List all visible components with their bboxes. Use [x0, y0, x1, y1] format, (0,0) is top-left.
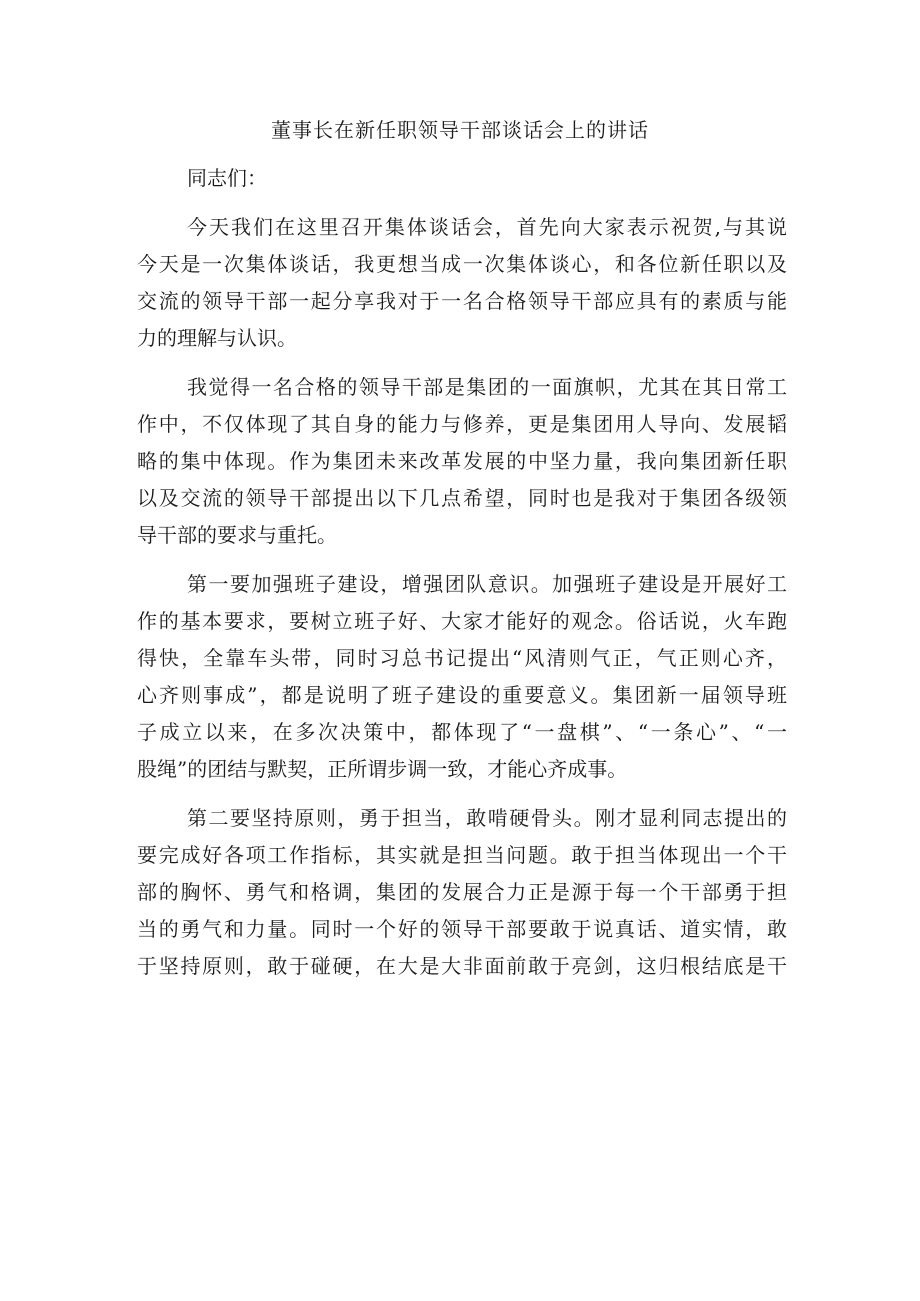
paragraph-line: 要完成好各项工作指标，其实就是担当问题。敢于担当体现出一个干: [137, 843, 787, 867]
paragraph-line: 当的勇气和力量。同时一个好的领导干部要敢于说真话、道实情，敢: [137, 917, 787, 941]
paragraph: [137, 209, 787, 357]
salutation: 同志们：: [187, 166, 267, 190]
paragraph-line: 子成立以来，在多次决策中，都体现了“一盘棋”、“一条心”、“一: [137, 720, 787, 744]
paragraph-line: 交流的领导干部一起分享我对于一名合格领导干部应具有的素质与能: [137, 289, 787, 313]
paragraph-line: 以及交流的领导干部提出以下几点希望，同时也是我对于集团各级领: [137, 486, 787, 510]
paragraph-line: 心齐则事成”，都是说明了班子建设的重要意义。集团新一届领导班: [137, 683, 787, 707]
paragraph-line: 部的胸怀、勇气和格调，集团的发展合力正是源于每一个干部勇于担: [137, 880, 787, 904]
paragraph-line: 股绳”的团结与默契，正所谓步调一致，才能心齐成事。: [137, 757, 628, 781]
paragraph-line: 我觉得一名合格的领导干部是集团的一面旗帜，尤其在其日常工: [187, 375, 787, 399]
paragraph-line: 略的集中体现。作为集团未来改革发展的中坚力量，我向集团新任职: [137, 449, 787, 473]
paragraph-line: 第二要坚持原则，勇于担当，敢啃硬骨头。刚才显利同志提出的: [187, 806, 787, 830]
page-title: 董事长在新任职领导干部谈话会上的讲话: [271, 118, 649, 142]
paragraph-line: 第一要加强班子建设，增强团队意识。加强班子建设是开展好工: [187, 572, 787, 596]
paragraph: [137, 369, 787, 554]
paragraph: [137, 800, 787, 985]
paragraph-line: 今天我们在这里召开集体谈话会，首先向大家表示祝贺,与其说: [187, 215, 787, 239]
paragraph-line: 力的理解与认识。: [137, 326, 297, 350]
paragraph: [137, 566, 787, 788]
paragraph-line: 今天是一次集体谈话，我更想当成一次集体谈心，和各位新任职以及: [137, 252, 787, 276]
paragraph-line: 于坚持原则，敢于碰硬，在大是大非面前敢于亮剑，这归根结底是干: [137, 954, 787, 978]
paragraph-line: 导干部的要求与重托。: [137, 523, 337, 547]
paragraph-line: 作中，不仅体现了其自身的能力与修养，更是集团用人导向、发展韬: [137, 412, 787, 436]
paragraph-line: 作的基本要求，要树立班子好、大家才能好的观念。俗话说，火车跑: [137, 609, 787, 633]
document-body: [137, 160, 787, 997]
paragraph-line: 得快，全靠车头带，同时习总书记提出“风清则气正，气正则心齐，: [137, 646, 787, 670]
